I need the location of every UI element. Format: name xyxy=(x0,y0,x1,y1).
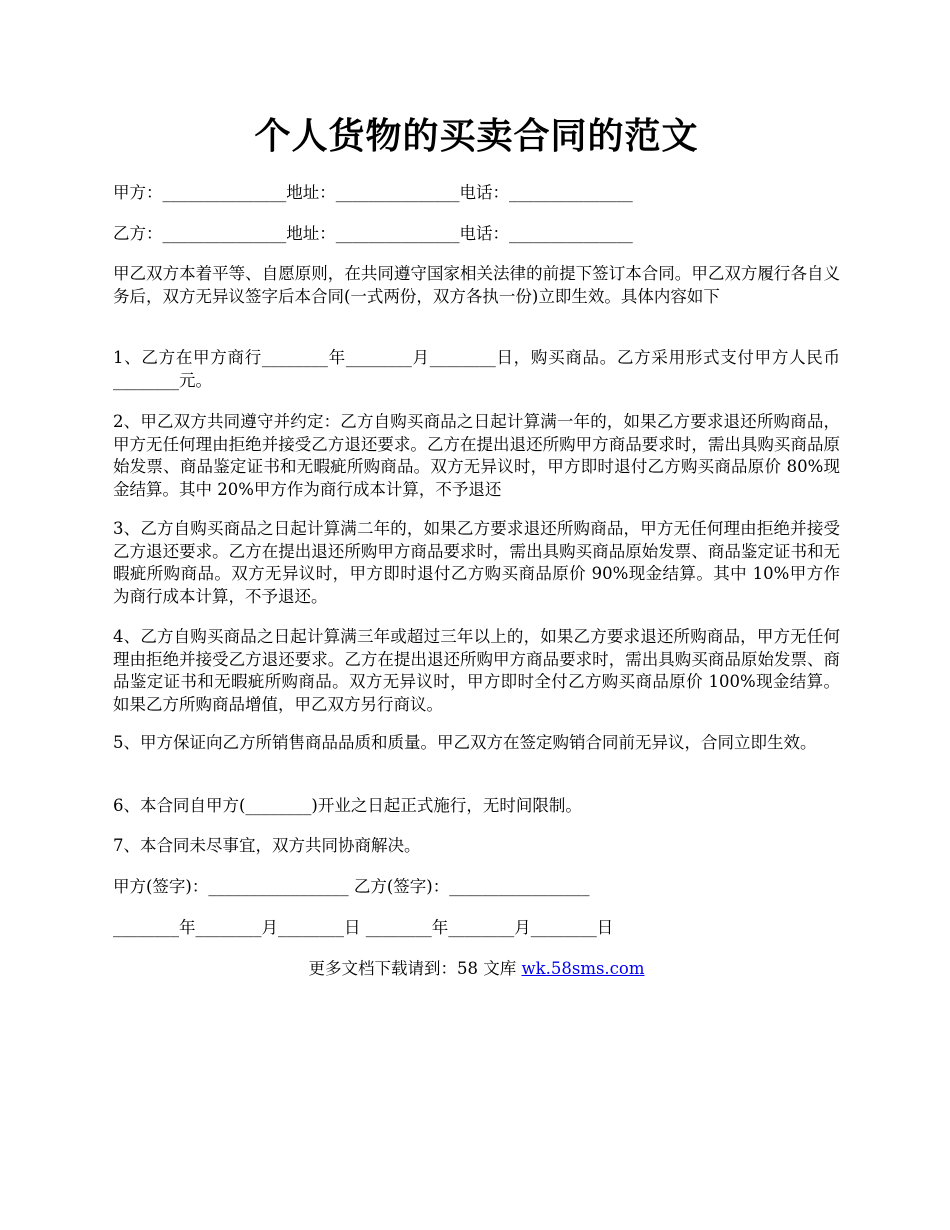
clause-7: 7、本合同未尽事宜，双方共同协商解决。 xyxy=(113,836,421,855)
footer-link[interactable]: wk.58sms.com xyxy=(521,959,645,978)
party-a-line: 甲方：_______________地址：_______________电话：_______________ xyxy=(113,183,633,202)
document-title: 个人货物的买卖合同的范文 xyxy=(254,115,699,157)
clause-5: 5、甲方保证向乙方所销售商品品质和质量。甲乙双方在签定购销合同前无异议，合同立即生效。 xyxy=(113,733,817,752)
clause-2: 2、甲乙双方共同遵守并约定：乙方自购买商品之日起计算满一年的，如果乙方要求退还所购商品，甲方无任何理由拒绝并接受乙方退还要求。乙方在提出退还所购甲方商品要求时，需出具购买商品原始发票、商品鉴定证书和无暇疵所购商品。双方无异议时，甲方即时退付乙方购买商品原价 80%现金结算。其中 20%甲方作为商行成本计算，不予退还 xyxy=(113,412,840,499)
intro-paragraph: 甲乙双方本着平等、自愿原则，在共同遵守国家相关法律的前提下签订本合同。甲乙双方履行各自义务后，双方无异议签字后本合同(一式两份，双方各执一份)立即生效。具体内容如下 xyxy=(113,264,840,306)
clause-4: 4、乙方自购买商品之日起计算满三年或超过三年以上的，如果乙方要求退还所购商品，甲方无任何理由拒绝并接受乙方退还要求。乙方在提出退还所购甲方商品要求时，需出具购买商品原始发票、商品鉴定证书和无暇疵所购商品。双方无异议时，甲方即时全付乙方购买商品原价 100%现金结算。如果乙方所购商品增值，甲乙双方另行商议。 xyxy=(113,627,840,714)
clause-1: 1、乙方在甲方商行________年________月________日，购买商品。乙方采用形式支付甲方人民币________元。 xyxy=(113,348,840,390)
footer xyxy=(113,958,840,980)
party-b-line: 乙方：_______________地址：_______________电话：_______________ xyxy=(113,224,633,243)
footer-prefix: 更多文档下载请到：58 文库 xyxy=(308,959,522,978)
clause-3: 3、乙方自购买商品之日起计算满二年的，如果乙方要求退还所购商品，甲方无任何理由拒绝并接受乙方退还要求。乙方在提出退还所购甲方商品要求时，需出具购买商品原始发票、商品鉴定证书和无暇疵所购商品。双方无异议时，甲方即时退付乙方购买商品原价 90%现金结算。其中 10%甲方作为商行成本计算，不予退还。 xyxy=(113,519,840,606)
signature-line: 甲方(签字)：_________________ 乙方(签字)：_________________ xyxy=(113,877,590,896)
date-line: ________年________月________日 ________年________月________日 xyxy=(113,918,614,937)
clause-6: 6、本合同自甲方(________)开业之日起正式施行，无时间限制。 xyxy=(113,796,582,815)
